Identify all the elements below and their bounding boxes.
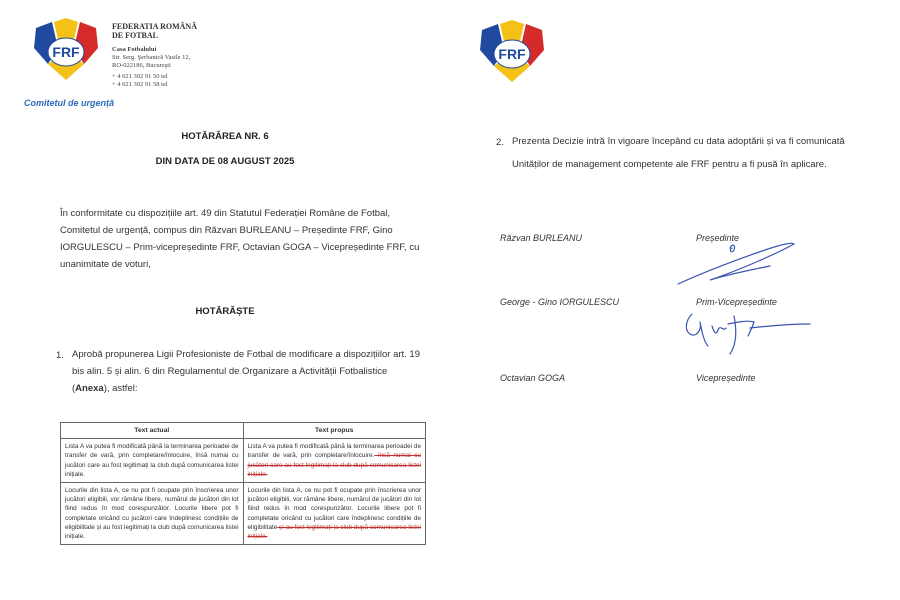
decides-heading: HOTĂRĂȘTE [195,306,255,317]
struck-text: și au fost legitimați la club după comunicarea listei inițiale. [247,523,421,541]
cell-proposed: Locurile din lista A, ce nu pot fi ocupate prin înscrierea unor jucători eligibili, vor rămâne libere, numărul de jucători din lot fiind redus în mod corespunzător. Locurile libere pot fi completate oricând cu jucători care îndeplinesc condițiile de eligibilitate și au fost legitimați la club după comunicarea listei inițiale. [243,483,426,545]
item2-number: 2. [496,137,504,148]
col-proposed-text: Text propus [243,423,426,439]
cell-proposed: Lista A va putea fi modificată până la terminarea perioadei de transfer de vară, prin completare/înlocuire. însă numai cu jucători care au fost legitimați la club după comunicarea listei inițiale. [243,439,426,483]
federation-name-line1: FEDERATIA ROMÂNĂ [112,22,197,31]
item2-line: Prezenta Decizie intră în vigoare începând cu data adoptării și va fi comunicată [512,136,845,147]
item1-number: 1. [56,350,64,361]
intro-line: În conformitate cu dispozițiile art. 49 din Statutul Federației Române de Fotbal, [60,208,391,219]
signature-iorgulescu [678,302,818,372]
federation-info [112,22,197,89]
intro-line: unanimitate de voturi, [60,259,151,270]
struck-text: însă numai cu jucători care au fost legitimați la club după comunicarea listei inițiale. [247,452,422,478]
signatory-role: Președinte [696,233,740,243]
decision-date: DIN DATA DE 08 AUGUST 2025 [155,156,295,167]
signatory-role: Prim-Vicepreședinte [696,297,777,307]
logo-text: FRF [52,44,80,60]
table-row [61,483,426,545]
amendment-table [60,422,426,545]
page-right [450,0,900,600]
item1-line: Aprobă propunerea Ligii Profesioniste de Fotbal de modificare a dispozițiilor art. 19 [72,349,421,360]
federation-name-line2: DE FOTBAL [112,31,159,40]
signatory-name: Răzvan BURLEANU [500,233,583,243]
house-name: Casa Fotbalului [112,46,157,53]
frf-logo [28,18,104,98]
frf-logo [474,20,550,100]
committee-label: Comitetul de urgență [24,98,115,108]
annex-label: Anexa [75,383,104,394]
signature-burleanu [670,236,800,294]
table-row [61,439,426,483]
signatory-name: George - Gino IORGULESCU [500,297,620,307]
item2-text [512,133,872,173]
intro-line: Comitetul de urgență, compus din Răzvan BURLEANU – Președinte FRF, Gino [60,225,393,236]
item2-line: Unităților de management competente ale FRF pentru a fi pusă în aplicare. [512,159,827,170]
intro-paragraph [60,205,426,273]
phone-2: + 4 021 302 91 58 tel [112,80,168,88]
col-current-text: Text actual [61,423,244,439]
phone-1: + 4 021 302 91 50 tel [112,72,168,80]
item1-text [72,346,426,397]
item1-line: bis alin. 5 și alin. 6 din Regulamentul de Organizare a Activității Fotbalistice [72,366,388,377]
intro-line: IORGULESCU – Prim-vicepreședinte FRF, Octavian GOGA – Vicepreședinte FRF, cu [60,242,420,253]
street-address: Str. Serg. Şerbanică Vasile 12, [112,54,191,62]
cell-current: Locurile din lista A, ce nu pot fi ocupate prin înscrierea unor jucători eligibili, vor rămâne libere, numărul de jucători din lot fiind redus în mod corespunzător. Locurile libere pot fi completate oricând cu jucători care îndeplinesc condițiile de eligibilitate și au fost legitimați la club după comunicarea listei inițiale. [61,483,244,545]
cell-current: Lista A va putea fi modificată până la terminarea perioadei de transfer de vară, prin completare/înlocuire, însă numai cu jucători care au fost legitimați la club după comunicarea listei inițiale. [61,439,244,483]
decision-title: HOTĂRÂREA NR. 6 [181,131,269,142]
item1-line: (Anexa), astfel: [72,383,138,394]
signatory-name: Octavian GOGA [500,373,566,383]
logo-text: FRF [498,46,526,62]
city-address: RO-022186, Bucureşti [112,62,171,70]
signatory-role: Vicepreședinte [696,373,756,383]
